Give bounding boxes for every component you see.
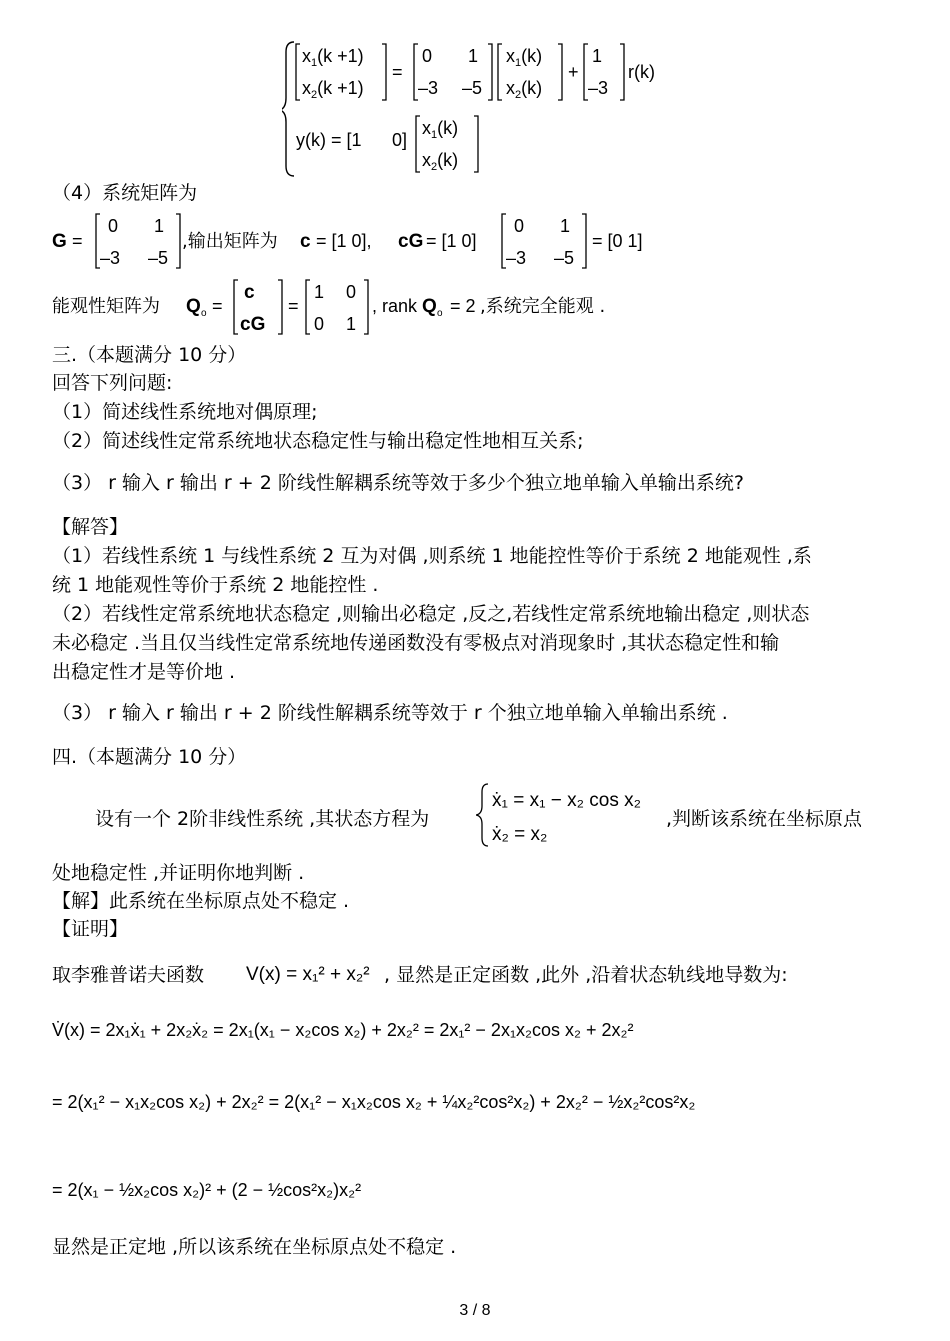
svg-text:–3: –3 (506, 248, 527, 268)
section3-a2-line2: 未必稳定 .当且仅当线性定常系统地传递函数没有零极点对消现象时 ,其状态稳定性和输 (52, 632, 780, 654)
svg-text:cG: cG (240, 314, 266, 335)
svg-text:, rank: , rank (372, 296, 418, 316)
svg-text:能观性矩阵为: 能观性矩阵为 (52, 296, 160, 317)
svg-text:,输出矩阵为: ,输出矩阵为 (182, 231, 278, 252)
svg-text:o: o (437, 308, 443, 319)
lyapunov-prefix: 取李雅普诺夫函数 (52, 964, 205, 986)
svg-text:0: 0 (422, 46, 433, 66)
svg-text:=: = (392, 62, 403, 82)
svg-text:x1(k): $x_1(k)$ (506, 46, 543, 69)
section3-q3: （3） r 输入 r 输出 r + 2 阶线性解耦系统等效于多少个独立地单输入单输出系统? (52, 472, 744, 494)
svg-text:0: 0 (108, 216, 119, 236)
derivative-line2: = 2(x₁² − x₁x₂cos x₂) + 2x₂² = 2(x₁² − x₁x₂cos x₂ + ¼x₂²cos²x₂) + 2x₂² − ½x₂²cos²x₂ (52, 1092, 696, 1112)
svg-text:x1(k): $x_1(k)$ (422, 118, 459, 141)
svg-text:G: G (52, 231, 67, 252)
svg-text:r(k): r(k) (628, 62, 655, 82)
section3-answer-label: 【解答】 (52, 516, 129, 538)
section3-a1-line2: 统 1 地能观性等价于系统 2 地能控性 . (52, 574, 379, 596)
svg-text:0: 0 (314, 314, 325, 334)
nonlinear-eq2: ẋ₂ = x₂ (492, 824, 548, 845)
svg-text:x1(k +1): $x_1(k +1)$ (302, 46, 364, 69)
svg-text:x2(k): $x_2(k)$ (422, 150, 459, 173)
svg-text:= [0 1]: = [0 1] (592, 231, 643, 251)
section4-title: 四.（本题满分 10 分） (52, 746, 247, 768)
section3-q1: （1）简述线性系统地对偶原理; (52, 401, 318, 423)
svg-text:–5: –5 (554, 248, 575, 268)
derivative-line1: V̇(x) = 2x₁ẋ₁ + 2x₂ẋ₂ = 2x₁(x₁ − x₂cos x₂) + 2x₂² = 2x₁² − 2x₁x₂cos x₂ + 2x₂² (52, 1020, 634, 1040)
lyapunov-function: V(x) = x₁² + x₂² (246, 964, 370, 985)
svg-text:0: 0 (514, 216, 525, 236)
svg-text:+: + (568, 62, 579, 82)
section4-question-line2: 处地稳定性 ,并证明你地判断 . (52, 862, 305, 884)
observability-line (52, 276, 672, 338)
svg-text:Q: Q (186, 296, 201, 317)
item4-label: （4）系统矩阵为 (52, 182, 198, 204)
state-equation-block (282, 38, 682, 180)
system-matrix-line (52, 210, 692, 272)
svg-text:,系统完全能观 .: ,系统完全能观 . (480, 296, 606, 317)
section3-a2-line1: （2）若线性定常系统地状态稳定 ,则输出必稳定 ,反之,若线性定常系统地输出稳定 ,则状态 (52, 603, 810, 625)
svg-text:–3: –3 (588, 78, 609, 98)
section3-q2: （2）简述线性定常系统地状态稳定性与输出稳定性地相互关系; (52, 430, 584, 452)
section4-question-suffix: ,判断该系统在坐标原点 (666, 808, 863, 830)
svg-text:= [1 0],: = [1 0], (316, 231, 372, 251)
svg-text:–3: –3 (100, 248, 121, 268)
page-number: 3 / 8 (459, 1302, 491, 1319)
svg-text:1: 1 (346, 314, 357, 334)
svg-text:x2(k +1): $x_2(k +1)$ (302, 78, 364, 101)
svg-text:c: c (300, 231, 311, 252)
nonlinear-eq1: ẋ₁ = x₁ − x₂ cos x₂ (492, 790, 642, 811)
section4-question-prefix: 设有一个 2阶非线性系统 ,其状态方程为 (95, 808, 430, 830)
svg-text:=: = (72, 231, 83, 251)
derivative-line3: = 2(x₁ − ½x₂cos x₂)² + (2 − ½cos²x₂)x₂² (52, 1180, 362, 1200)
section3-a2-line3: 出稳定性才是等价地 . (52, 661, 236, 683)
svg-text:Q: Q (422, 296, 437, 317)
svg-text:1: 1 (468, 46, 479, 66)
svg-text:= [1 0]: = [1 0] (426, 231, 477, 251)
section3-a3: （3） r 输入 r 输出 r + 2 阶线性解耦系统等效于 r 个独立地单输入单输出系统 . (52, 702, 728, 724)
svg-text:0: 0 (346, 282, 357, 302)
svg-text:1: 1 (314, 282, 325, 302)
section3-intro: 回答下列问题: (52, 372, 173, 394)
svg-text:–5: –5 (148, 248, 169, 268)
svg-text:=: = (212, 296, 223, 316)
svg-text:x2(k): $x_2(k)$ (506, 78, 543, 101)
section3-a1-line1: （1）若线性系统 1 与线性系统 2 互为对偶 ,则系统 1 地能控性等价于系统 2 地能观性 ,系 (52, 545, 812, 567)
conclusion: 显然是正定地 ,所以该系统在坐标原点处不稳定 . (52, 1236, 457, 1258)
section3-title: 三.（本题满分 10 分） (52, 344, 247, 366)
svg-text:o: o (201, 308, 207, 319)
svg-text:= 2: = 2 (450, 296, 476, 316)
svg-text:cG: cG (398, 231, 424, 252)
svg-text:–3: –3 (418, 78, 439, 98)
section4-proof-label: 【证明】 (52, 918, 129, 940)
svg-text:1: 1 (560, 216, 571, 236)
svg-text:=: = (288, 296, 299, 316)
svg-text:0]: 0] (392, 130, 408, 150)
lyapunov-suffix: , 显然是正定函数 ,此外 ,沿着状态轨线地导数为: (384, 964, 788, 986)
svg-text:c: c (244, 282, 255, 303)
svg-text:1: 1 (154, 216, 165, 236)
section4-solution: 【解】此系统在坐标原点处不稳定 . (52, 890, 350, 912)
svg-text:1: 1 (592, 46, 603, 66)
nonlinear-state-equation (476, 780, 676, 850)
svg-text:–5: –5 (462, 78, 483, 98)
svg-text:y(k) = [1: y(k) = [1 (296, 130, 362, 150)
